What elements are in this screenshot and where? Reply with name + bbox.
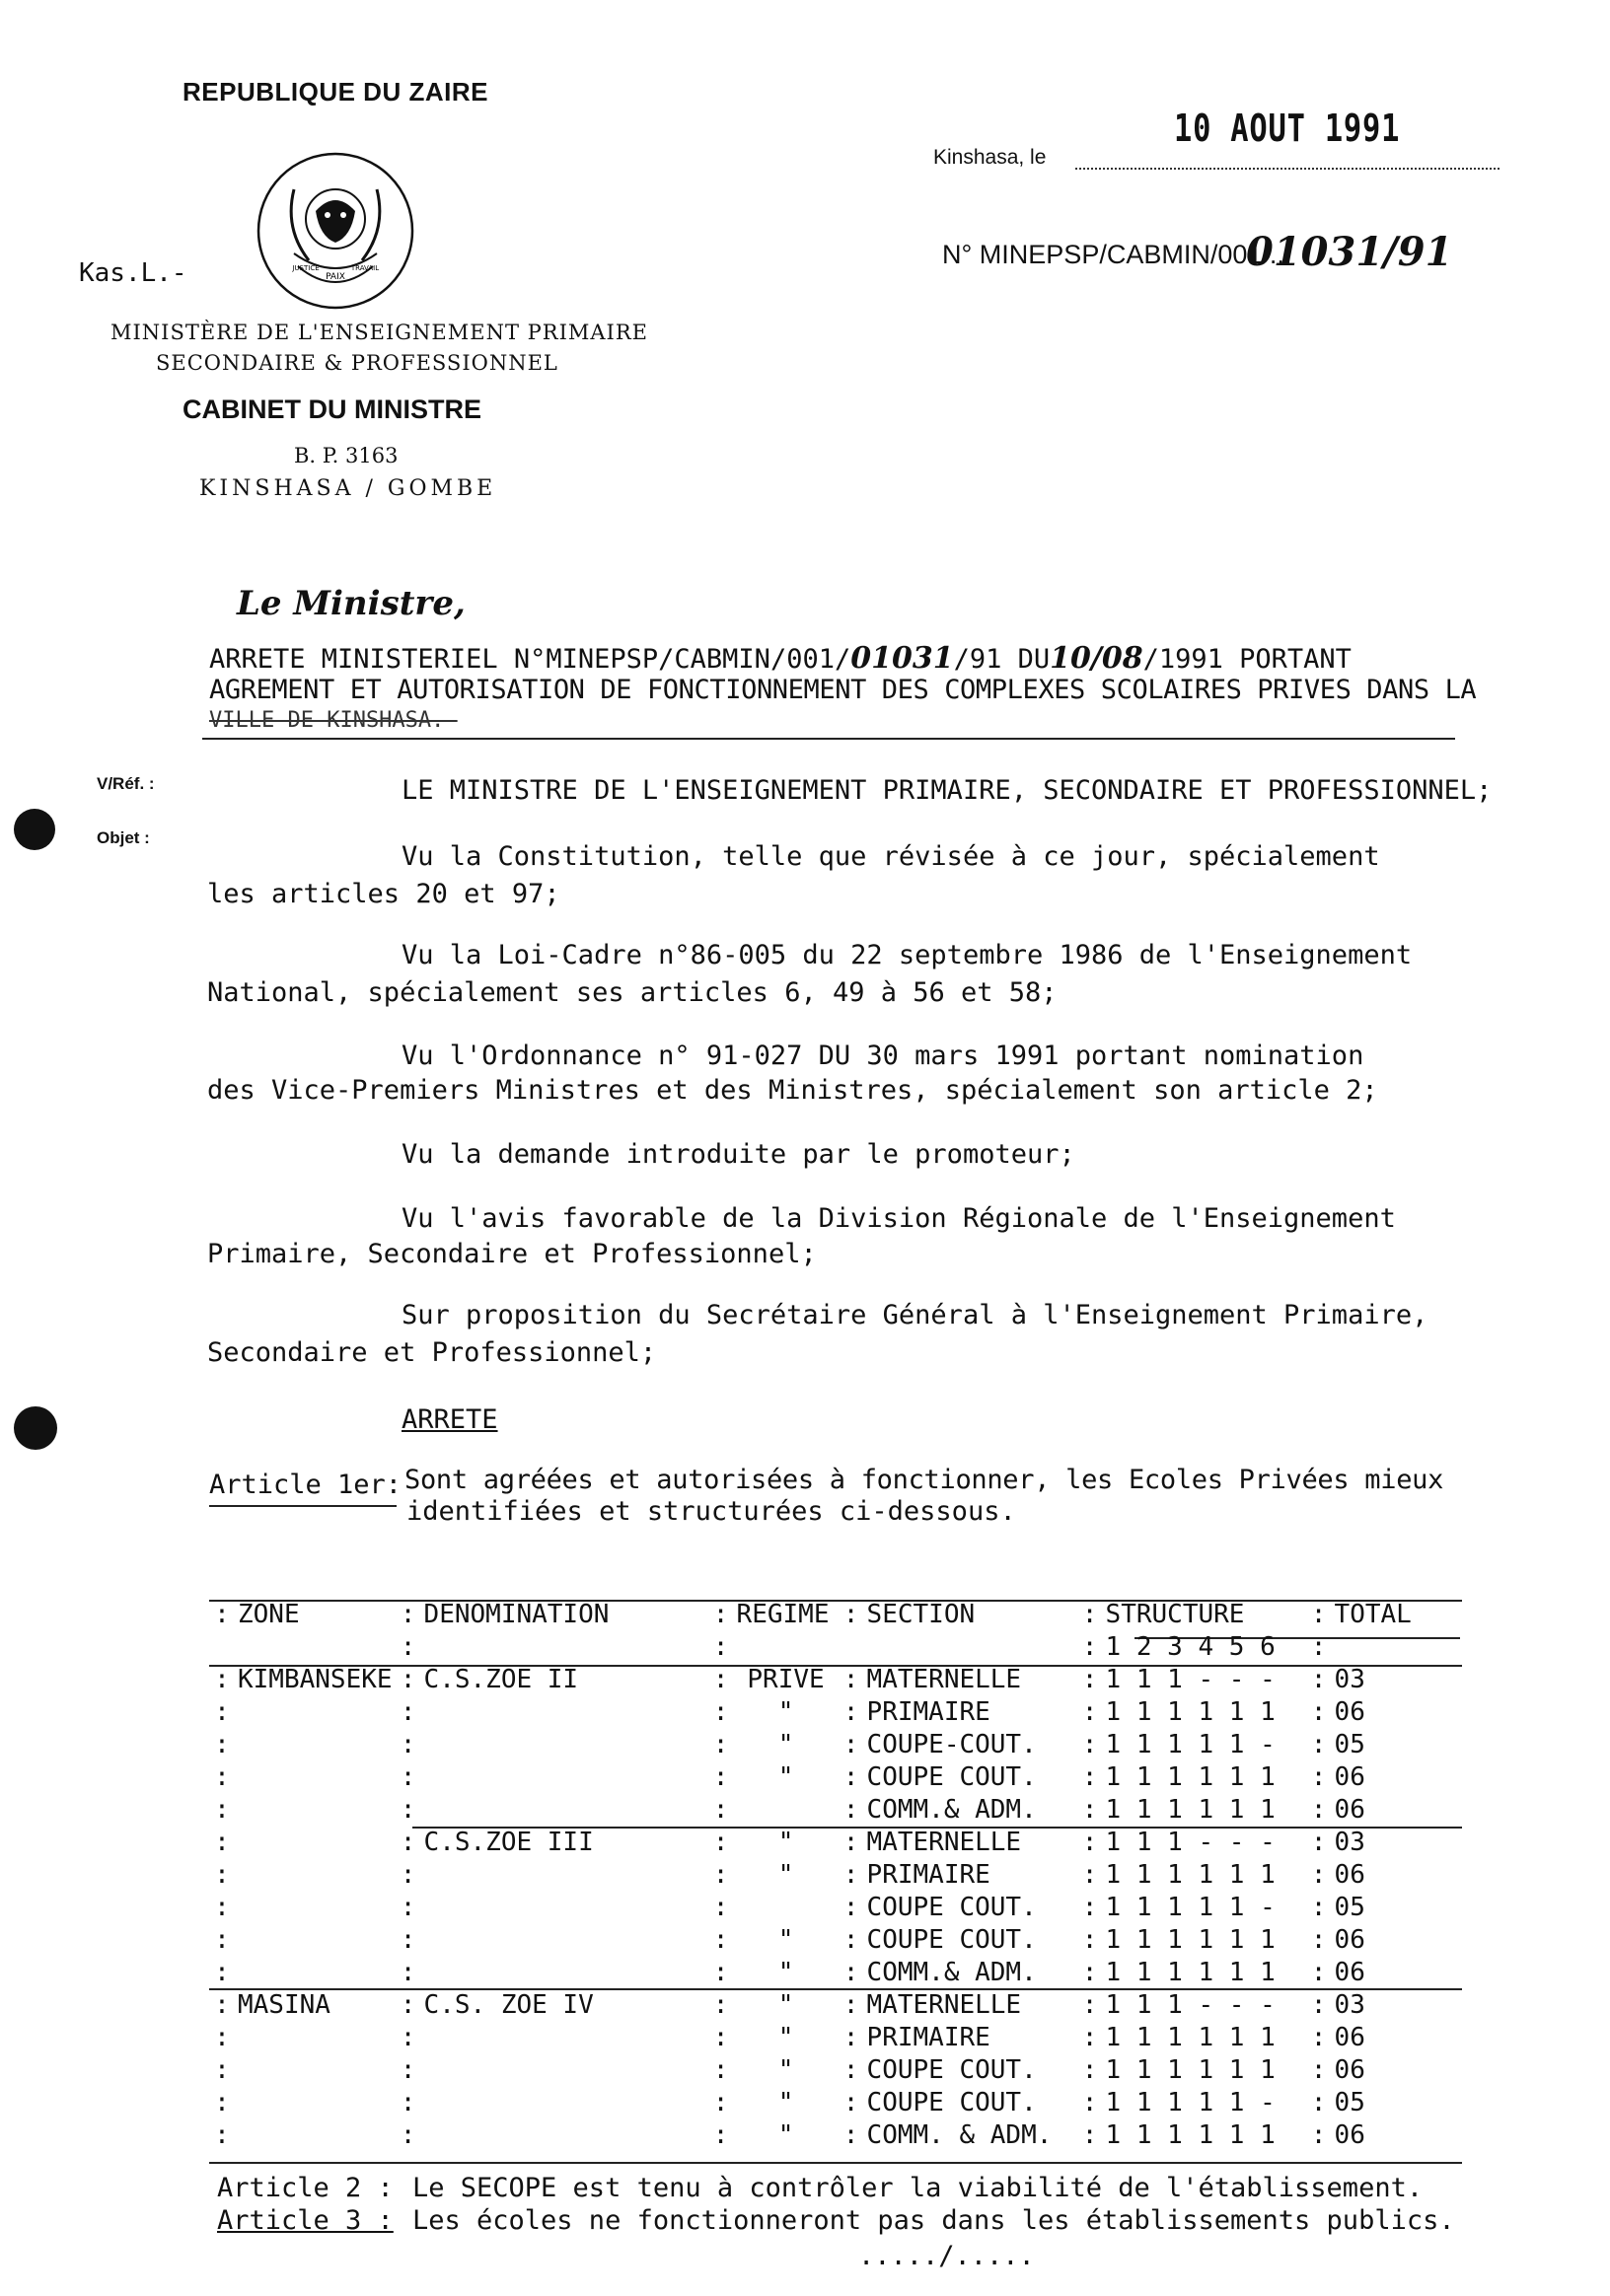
article-1-label: Article 1er:	[209, 1470, 402, 1500]
cell-section: PRIMAIRE	[866, 2022, 990, 2052]
cell-zone	[234, 1923, 397, 1956]
cell-denom: C.S. ZOE IV	[423, 1989, 594, 2020]
cell-regime	[733, 1891, 840, 1923]
cell-section: MATERNELLE	[866, 1827, 1022, 1857]
arrete-title-line-1: ARRETE MINISTERIEL N°MINEPSP/CABMIN/001/01031/91 DU10/08/1991 PORTANT	[209, 641, 1352, 676]
arrete-title-line-2: AGREMENT ET AUTORISATION DE FONCTIONNEMENT DES COMPLEXES SCOLAIRES PRIVES DANS LA	[209, 675, 1477, 705]
cell-zone	[234, 2053, 397, 2086]
table-row: : : : " : COUPE COUT. : 1 1 1 1 1 1 : 06	[210, 1923, 1418, 1956]
ministry-line-2: SECONDAIRE & PROFESSIONNEL	[156, 351, 558, 375]
cell-regime: "	[777, 1761, 794, 1792]
cell-structure: 1 1 1 1 1 1	[1105, 2119, 1276, 2150]
cell-total: 03	[1334, 1989, 1365, 2020]
cell-denom	[420, 2053, 709, 2086]
table-row: : : : : COMM.& ADM. : 1 1 1 1 1 1 : 06	[210, 1793, 1418, 1826]
cell-total: 06	[1334, 2119, 1365, 2150]
cell-total: 06	[1334, 1924, 1365, 1955]
cell-structure: 1 1 1 1 1 1	[1105, 1859, 1276, 1890]
cell-zone	[234, 1728, 397, 1760]
cell-denom: C.S.ZOE II	[423, 1664, 579, 1694]
cell-section: COUPE COUT.	[866, 1924, 1037, 1955]
date-label: Kinshasa, le	[933, 146, 1047, 169]
header-section: SECTION	[866, 1599, 976, 1629]
considerant-6-line-2: Secondaire et Professionnel;	[207, 1337, 657, 1368]
cell-zone	[234, 1826, 397, 1858]
cell-structure: 1 1 1 1 1 1	[1105, 2022, 1276, 2052]
le-ministre-heading: Le Ministre,	[237, 584, 466, 623]
cell-total: 05	[1334, 2087, 1365, 2117]
article-3-text: Les écoles ne fonctionneront pas dans les établissements publics.	[412, 2205, 1455, 2236]
article-1-underline	[209, 1505, 397, 1507]
cell-denom	[420, 1695, 709, 1728]
header-structure-years: 1 2 3 4 5 6	[1105, 1631, 1276, 1662]
table-row: : KIMBANSEKE : C.S.ZOE II : PRIVE : MATERNELLE : 1 1 1 - - - : 03	[210, 1663, 1418, 1695]
cell-regime: "	[777, 1859, 794, 1890]
cell-zone	[234, 2021, 397, 2053]
table-row: : : C.S.ZOE III : " : MATERNELLE : 1 1 1 - - - : 03	[210, 1826, 1418, 1858]
cell-zone: MASINA	[238, 1989, 330, 2020]
cell-total: 06	[1334, 1761, 1365, 1792]
cell-section: MATERNELLE	[866, 1664, 1022, 1694]
table-subheader-row: : : : 1 2 3 4 5 6 :	[400, 1631, 1327, 1662]
cell-section: COMM.& ADM.	[866, 1957, 1037, 1987]
cell-total: 03	[1334, 1827, 1365, 1857]
table-row: : : : " : PRIMAIRE : 1 1 1 1 1 1 : 06	[210, 2021, 1418, 2053]
cell-structure: 1 1 1 1 1 -	[1105, 2087, 1276, 2117]
cabinet-heading: CABINET DU MINISTRE	[183, 395, 481, 424]
cell-zone	[234, 1695, 397, 1728]
republic-heading: REPUBLIQUE DU ZAIRE	[183, 77, 488, 107]
considerant-4: Vu la demande introduite par le promoteur;	[402, 1139, 1075, 1170]
cell-structure: 1 1 1 1 1 -	[1105, 1892, 1276, 1922]
cell-zone: KIMBANSEKE	[238, 1664, 393, 1694]
cell-regime: "	[777, 1924, 794, 1955]
header-regime: REGIME	[736, 1599, 830, 1629]
table-row: : : : " : COMM.& ADM. : 1 1 1 1 1 1 : 06	[210, 1956, 1418, 1988]
cell-regime	[733, 1793, 840, 1826]
page-continuation: ...../.....	[858, 2241, 1035, 2271]
svg-text:JUSTICE: JUSTICE	[292, 264, 320, 272]
considerant-3-line-1: Vu l'Ordonnance n° 91-027 DU 30 mars 1991 portant nomination	[402, 1040, 1364, 1071]
table-header-row: : ZONE : DENOMINATION : REGIME : SECTION : STRUCTURE : TOTAL	[210, 1598, 1418, 1630]
cell-structure: 1 1 1 1 1 -	[1105, 1729, 1276, 1759]
cell-zone	[234, 1793, 397, 1826]
stamped-date: 10 AOUT 1991	[1174, 107, 1401, 150]
cell-regime: "	[777, 1989, 794, 2020]
header-zone: ZONE	[238, 1599, 300, 1629]
considerant-5-line-1: Vu l'avis favorable de la Division Régionale de l'Enseignement	[402, 1203, 1396, 1234]
cell-structure: 1 1 1 1 1 1	[1105, 1924, 1276, 1955]
cell-section: COMM. & ADM.	[866, 2119, 1053, 2150]
table-row: : : : " : COUPE-COUT. : 1 1 1 1 1 - : 05	[210, 1728, 1418, 1760]
cell-denom: C.S.ZOE III	[423, 1827, 594, 1857]
minister-heading: LE MINISTRE DE L'ENSEIGNEMENT PRIMAIRE, SECONDAIRE ET PROFESSIONNEL;	[402, 775, 1493, 806]
cell-zone	[234, 1891, 397, 1923]
cell-denom	[420, 2086, 709, 2118]
cell-zone	[234, 1760, 397, 1793]
date-dotted-line	[1075, 168, 1500, 170]
cell-structure: 1 1 1 1 1 1	[1105, 2054, 1276, 2085]
cell-section: PRIMAIRE	[866, 1859, 990, 1890]
article-3-label: Article 3 :	[217, 2205, 394, 2236]
cell-section: COUPE COUT.	[866, 1761, 1037, 1792]
cell-structure: 1 1 1 1 1 1	[1105, 1761, 1276, 1792]
svg-text:TRAVAIL: TRAVAIL	[350, 264, 380, 272]
table-bottom-rule	[209, 2162, 1462, 2164]
article-2-label: Article 2 :	[217, 2173, 394, 2203]
cell-section: COUPE COUT.	[866, 2054, 1037, 2085]
cell-zone	[234, 2086, 397, 2118]
considerant-3-line-2: des Vice-Premiers Ministres et des Ministres, spécialement son article 2;	[207, 1075, 1378, 1106]
cell-denom	[420, 1891, 709, 1923]
cell-structure: 1 1 1 - - -	[1105, 1827, 1276, 1857]
cell-regime: "	[777, 2119, 794, 2150]
schools-table	[210, 1598, 1418, 2151]
cell-regime: "	[777, 2054, 794, 2085]
considerant-5-line-2: Primaire, Secondaire et Professionnel;	[207, 1239, 817, 1269]
cell-zone	[234, 1858, 397, 1891]
cell-section: COMM.& ADM.	[866, 1794, 1037, 1825]
objet-label: Objet :	[97, 828, 150, 847]
cell-structure: 1 1 1 1 1 1	[1105, 1696, 1276, 1727]
considerant-2-line-1: Vu la Loi-Cadre n°86-005 du 22 septembre 1986 de l'Enseignement	[402, 940, 1413, 970]
kas-reference: Kas.L.-	[79, 258, 187, 288]
ministry-line-1: MINISTÈRE DE L'ENSEIGNEMENT PRIMAIRE	[110, 321, 648, 344]
table-row: : : : " : COUPE COUT. : 1 1 1 1 1 1 : 06	[210, 2053, 1418, 2086]
cell-denom	[420, 1728, 709, 1760]
table-row: : : : " : COUPE COUT. : 1 1 1 1 1 - : 05	[210, 2086, 1418, 2118]
cell-denom	[420, 2021, 709, 2053]
header-denomination: DENOMINATION	[423, 1599, 610, 1629]
considerant-1-line-1: Vu la Constitution, telle que révisée à ce jour, spécialement	[402, 841, 1380, 872]
cell-total: 05	[1334, 1729, 1365, 1759]
city-line: KINSHASA / GOMBE	[199, 476, 497, 501]
reference-label: N° MINEPSP/CABMIN/001/...	[942, 240, 1292, 269]
table-row: : : : " : PRIMAIRE : 1 1 1 1 1 1 : 06	[210, 1695, 1418, 1728]
vref-label: V/Réf. :	[97, 774, 155, 793]
punch-hole-bottom	[14, 1406, 57, 1450]
table-row: : : : " : PRIMAIRE : 1 1 1 1 1 1 : 06	[210, 1858, 1418, 1891]
article-1-line-1: Sont agréées et autorisées à fonctionner, les Ecoles Privées mieux	[404, 1465, 1444, 1495]
cell-section: PRIMAIRE	[866, 1696, 990, 1727]
considerant-6-line-1: Sur proposition du Secrétaire Général à l'Enseignement Primaire,	[402, 1300, 1428, 1330]
cell-structure: 1 1 1 - - -	[1105, 1989, 1276, 2020]
cell-section: COUPE-COUT.	[866, 1729, 1037, 1759]
cell-structure: 1 1 1 1 1 1	[1105, 1957, 1276, 1987]
cell-regime: "	[777, 1957, 794, 1987]
cell-structure: 1 1 1 - - -	[1105, 1664, 1276, 1694]
cell-denom	[420, 1760, 709, 1793]
cell-zone	[234, 2118, 397, 2151]
cell-denom	[420, 1793, 709, 1826]
table-row: : : : " : COMM. & ADM. : 1 1 1 1 1 1 : 06	[210, 2118, 1418, 2151]
article-1-line-2: identifiées et structurées ci-dessous.	[406, 1496, 1016, 1527]
cell-total: 06	[1334, 1696, 1365, 1727]
cell-total: 06	[1334, 1957, 1365, 1987]
considerant-1-line-2: les articles 20 et 97;	[207, 879, 560, 909]
cell-regime: "	[777, 1729, 794, 1759]
cell-section: COUPE COUT.	[866, 2087, 1037, 2117]
cell-denom	[420, 1858, 709, 1891]
title-rule	[202, 738, 1455, 740]
reference-handwritten: 01031/91	[1246, 229, 1453, 275]
cell-total: 06	[1334, 1859, 1365, 1890]
table-row: : MASINA : C.S. ZOE IV : " : MATERNELLE : 1 1 1 - - - : 03	[210, 1988, 1418, 2021]
cell-denom	[420, 2118, 709, 2151]
cell-regime: "	[777, 1827, 794, 1857]
cell-total: 05	[1334, 1892, 1365, 1922]
postal-box: B. P. 3163	[294, 444, 399, 467]
table-row: : : : : COUPE COUT. : 1 1 1 1 1 - : 05	[210, 1891, 1418, 1923]
cell-total: 06	[1334, 1794, 1365, 1825]
cell-section: COUPE COUT.	[866, 1892, 1037, 1922]
cell-regime: PRIVE	[747, 1664, 825, 1694]
cell-structure: 1 1 1 1 1 1	[1105, 1794, 1276, 1825]
cell-section: MATERNELLE	[866, 1989, 1022, 2020]
cell-regime: "	[777, 2087, 794, 2117]
cell-denom	[420, 1923, 709, 1956]
article-2-text: Le SECOPE est tenu à contrôler la viabilité de l'établissement.	[412, 2173, 1424, 2203]
cell-total: 06	[1334, 2054, 1365, 2085]
cell-zone	[234, 1956, 397, 1988]
arrete-heading: ARRETE	[402, 1404, 498, 1435]
coat-of-arms-seal	[255, 150, 417, 313]
arrete-title-line-3: VILLE DE KINSHASA.-	[209, 708, 458, 733]
cell-regime: "	[777, 1696, 794, 1727]
cell-regime: "	[777, 2022, 794, 2052]
cell-total: 06	[1334, 2022, 1365, 2052]
cell-denom	[420, 1956, 709, 1988]
considerant-2-line-2: National, spécialement ses articles 6, 49 à 56 et 58;	[207, 977, 1058, 1008]
cell-total: 03	[1334, 1664, 1365, 1694]
table-row: : : : " : COUPE COUT. : 1 1 1 1 1 1 : 06	[210, 1760, 1418, 1793]
header-structure: STRUCTURE	[1105, 1599, 1245, 1629]
seal-motto: PAIX	[326, 272, 345, 282]
punch-hole-top	[14, 809, 55, 850]
header-total: TOTAL	[1334, 1599, 1412, 1629]
